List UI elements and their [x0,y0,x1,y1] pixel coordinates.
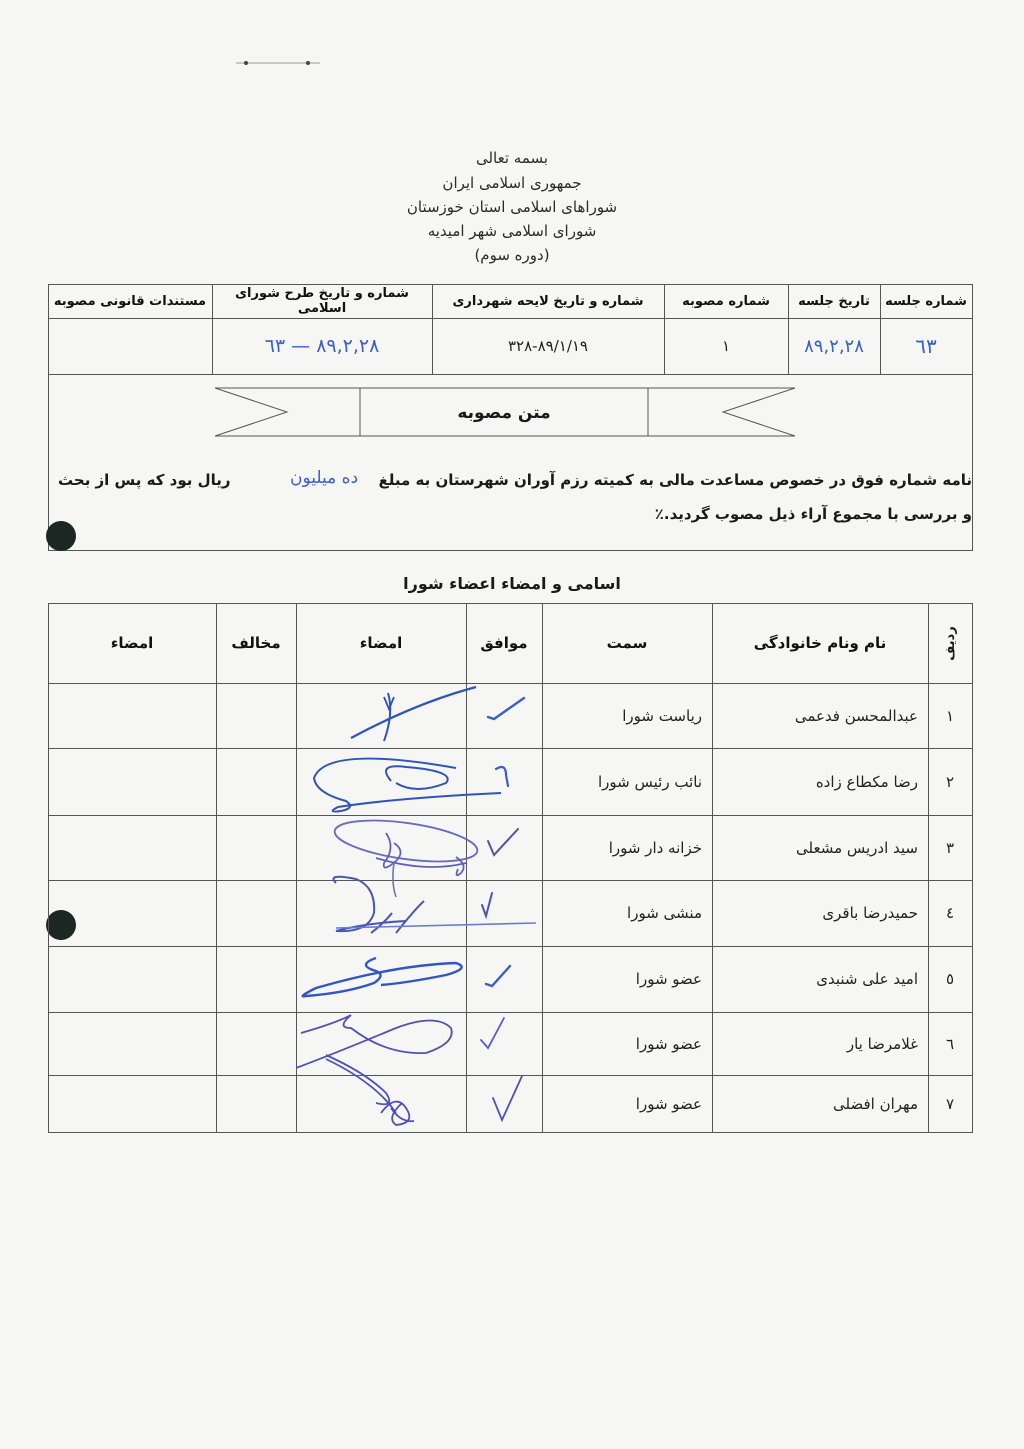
member-role: عضو شورا [635,1094,702,1113]
members-section-title: اسامی و امضاء اعضاء شورا [403,574,621,593]
row-number: ٤ [945,904,955,922]
row-number: ١ [945,706,955,725]
signature-3 [332,813,480,897]
member-role: نائب رئیس شورا [598,772,702,791]
col-resolution-number: شماره مصوبه [682,293,770,309]
member-role: خزانه دار شورا [608,838,702,857]
punch-hole-bottom [46,910,76,940]
signature-1 [351,687,476,741]
col-session-number: شماره جلسه [885,293,967,309]
col-oppose-signature: امضاء [110,634,154,652]
bill-number-date-value: ٨٩/١/١٩-٣٢٨ [508,337,588,355]
col-name: نام ونام خانوادگی [753,634,887,652]
col-oppose: مخالف [231,634,281,652]
member-signatures [296,683,546,1133]
plan-number-date-value: ٨٩,٢,٢٨ — ٦٣ [264,335,380,357]
row-number: ٥ [945,970,955,988]
signature-6 [296,1015,452,1104]
row-number: ٣ [945,838,955,857]
signature-7 [326,1059,414,1125]
signature-4 [334,877,537,933]
header-term: (دوره سوم) [474,246,550,264]
resolution-text-line2: و بررسی با مجموع آراء ذیل مصوب گردید.٪ [654,505,972,523]
row-number: ٧ [945,1094,955,1113]
session-number-value: ٦٣ [915,334,937,358]
legal-documents-value [48,318,212,374]
member-name: سید ادریس مشعلی [795,838,918,857]
member-name: غلامرضا یار [846,1034,918,1053]
member-role: منشی شورا [627,904,702,922]
signature-2 [314,759,501,812]
col-agree: موافق [480,634,528,652]
member-role: عضو شورا [635,1034,702,1053]
member-name: امید علی شنبدی [816,970,918,988]
resolution-amount-handwritten: ده میلیون [290,468,359,488]
member-name: عبدالمحسن فدعمی [794,706,918,725]
col-row-number-label: ردیف [942,625,958,661]
col-row-number [928,603,972,683]
member-name: رضا مکطاع زاده [815,772,918,791]
resolution-text-part2: ریال بود که پس از بحث [58,471,231,489]
resolution-number-value: ١ [721,337,731,355]
header-bismillah: بسمه تعالی [475,149,549,167]
member-role: ریاست شورا [622,706,702,725]
member-name: مهران افضلی [833,1094,918,1113]
row-number: ٦ [945,1034,955,1053]
signature-5 [303,958,462,996]
header-city-council: شورای اسلامی شهر امیدیه [427,222,597,240]
resolution-title: متن مصوبه [457,402,551,423]
row-number: ٢ [945,772,955,791]
member-name: حمیدرضا باقری [822,904,918,922]
header-republic: جمهوری اسلامی ایران [442,174,582,192]
col-agree-signature: امضاء [359,634,403,652]
col-plan-number-date: شماره و تاریخ طرح شورای اسلامی [235,286,409,316]
session-date-value: ٨٩,٢,٢٨ [804,335,864,357]
scan-artifact-mark [236,60,320,66]
punch-hole-top [46,521,76,551]
col-bill-number-date: شماره و تاریخ لایحه شهرداری [452,293,644,309]
col-legal-documents: مستندات قانونی مصوبه [53,293,207,309]
resolution-text-part1: نامه شماره فوق در خصوص مساعدت مالی به کمیته رزم آوران شهرستان به مبلغ [378,471,972,489]
member-role: عضو شورا [635,970,702,988]
col-role: سمت [606,634,648,652]
col-session-date: تاریخ جلسه [798,293,870,309]
header-province-councils: شوراهای اسلامی استان خوزستان [406,198,618,216]
